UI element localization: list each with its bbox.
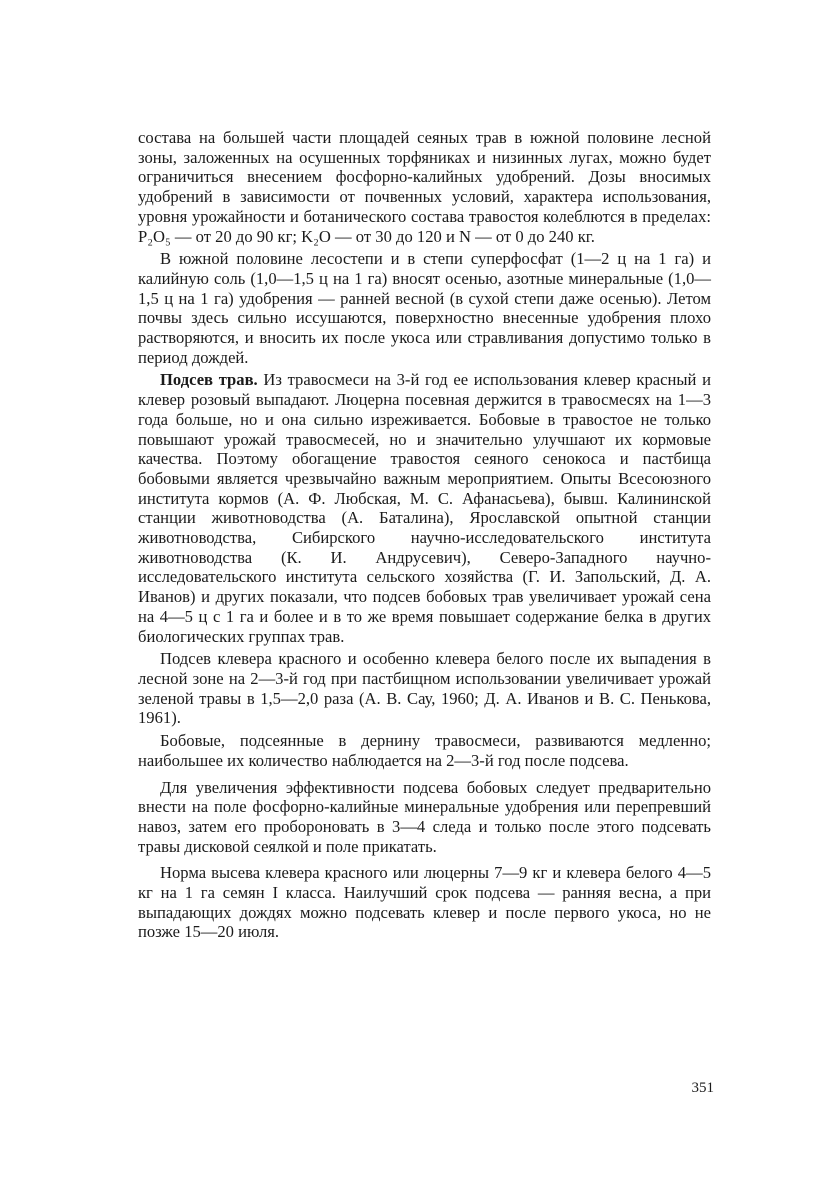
page-number: 351 [691, 1080, 714, 1096]
paragraph-text: Для увеличения эффективности подсева бобовых следует предварительно внести на поле фосфорно-калийные минеральные удобрения или перепревший навоз, затем его пробороновать в 3—4 следа и только после этого подсевать травы дисковой сеялкой и поле прикатать. [138, 777, 711, 856]
section-heading: Подсев трав. [160, 370, 258, 390]
paragraph-fertilizer-doses [138, 128, 711, 246]
paragraph-text: Бобовые, подсеянные в дернину травосмеси, развиваются медленно; наибольшее их количество наблюдается на 2—3-й год после подсева. [138, 731, 711, 770]
page-body [138, 128, 711, 942]
paragraph-forest-steppe [138, 249, 711, 367]
paragraph-text: Подсев клевера красного и особенно клевера белого после их выпадения в лесной зоне на 2—3-й год при пастбищном использовании увеличивает урожай зеленой травы в 1,5—2,0 раза (А. В. Сау, 1960; Д. А. Иванов и В. С. Пенькова, 1961). [138, 649, 711, 728]
paragraph-seeding-rate [138, 863, 711, 942]
paragraph-text: состава на большей части площадей сеяных трав в южной половине лесной зоны, заложенных на осушенных торфяниках и низинных лугах, можно будет ограничиться внесением фосфорно-калийных удобрений. Дозы вносимых удобрений в зависимости от почвенных условий, характера использования, уровня урожайности и ботанического состава травостоя колеблются в пределах: P₂O₅ — от 20 до 90 кг; K₂O — от 30 до 120 и N — от 0 до 240 кг. [138, 128, 711, 246]
paragraph-text: Из травосмеси на 3-й год ее использования клевер красный и клевер розовый выпадают. Люцерна посевная держится в травосмесях на 1—3 года больше, но и она сильно изреживается. Бобовые в травостое не только повышают урожай травосмесей, но и значительно улучшают их кормовые качества. Поэтому обогащение травостоя сеяного сенокоса и пастбища бобовыми является чрезвычайно важным мероприятием. Опыты Всесоюзного института кормов (А. Ф. Любская, М. С. Афанасьева), бывш. Калининской станции животноводства (А. Баталина), Ярославской опытной станции животноводства, Сибирского научно-исследовательского института животноводства (К. И. Андрусевич), Северо-Западного научно-исследовательского института сельского хозяйства (Г. И. Запольский, Д. А. Иванов) и других показали, что подсев бобовых трав увеличивает урожай сена на 4—5 ц с 1 га и более и в то же время повышает содержание белка в других биологических группах трав. [138, 370, 711, 646]
paragraph-clover-oversowing [138, 649, 711, 728]
paragraph-grass-oversowing [138, 370, 711, 646]
paragraph-text: В южной половине лесостепи и в степи суперфосфат (1—2 ц на 1 га) и калийную соль (1,0—1,5 ц на 1 га) вносят осенью, азотные минеральные (1,0—1,5 ц на 1 га) удобрения — ранней весной (в сухой степи даже осенью). Летом почвы здесь сильно иссушаются, поверхностно внесенные удобрения плохо растворяются, и вносить их после укоса или стравливания допустимо только в период дождей. [138, 249, 711, 367]
paragraph-text: Норма высева клевера красного или люцерны 7—9 кг и клевера белого 4—5 кг на 1 га семян I класса. Наилучший срок подсева — ранняя весна, а при выпадающих дождях можно подсевать клевер и после первого укоса, но не позже 15—20 июля. [138, 863, 711, 942]
paragraph-legumes-development [138, 731, 711, 770]
paragraph-efficiency [138, 778, 711, 857]
